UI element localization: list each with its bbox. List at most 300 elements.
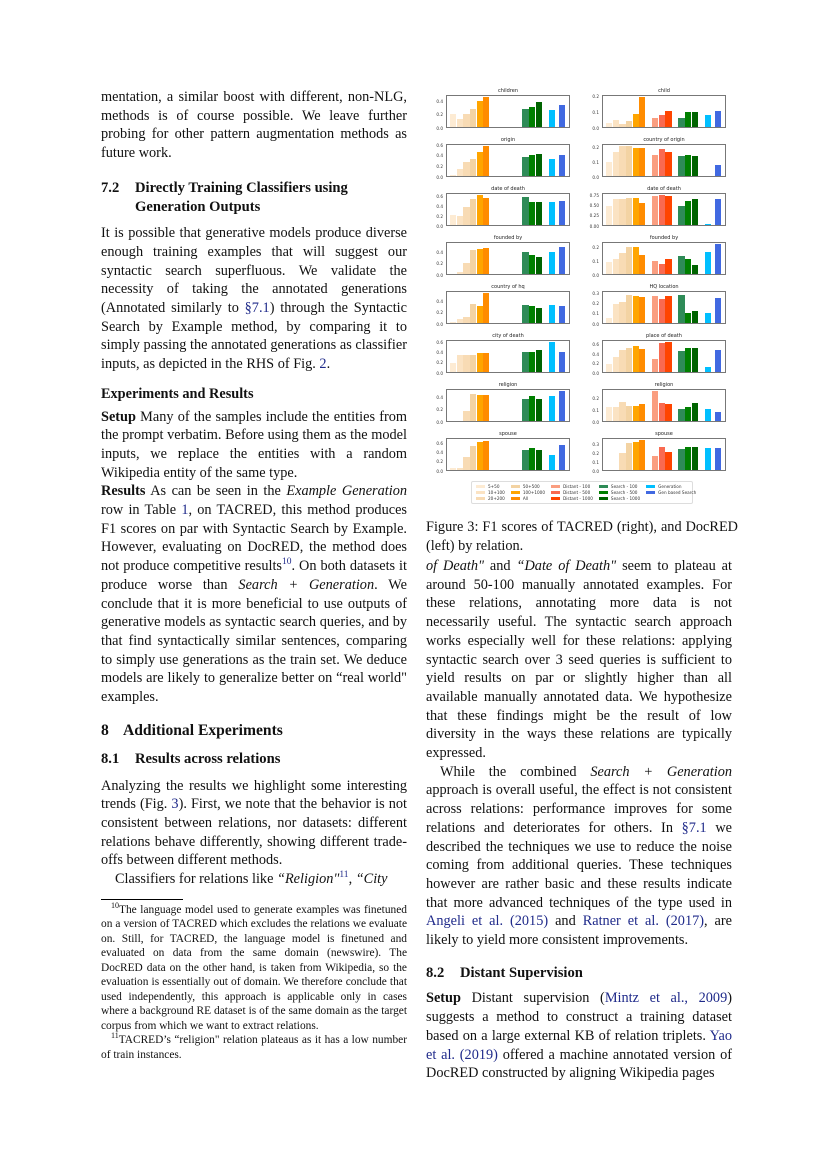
bar-distant-1000 — [665, 196, 671, 225]
y-tick-label: 0.0 — [592, 174, 599, 180]
bar-gen-based-search — [559, 105, 565, 127]
y-tick-label: 0.0 — [436, 419, 443, 425]
bar-generation — [549, 342, 555, 372]
y-tick-label: 0.2 — [436, 213, 443, 219]
bar-gen-based-search — [715, 199, 721, 225]
legend-label: Gen based Search — [658, 490, 697, 495]
y-tick-label: 0.2 — [436, 360, 443, 366]
table-link[interactable]: 1 — [181, 502, 189, 519]
bar-5-50 — [606, 262, 612, 274]
footnote-text: The language model used to generate examples was finetuned on a version of TACRED which excludes the relations we evaluate on. Still, for TACRED, the language model is finetuned and evaluated on data from the same domain (newswire). The DocRED data on the other hand, is taken from Wikipedia, so the evaluation is essentially out of domain. We therefore conclude that used independently, this approach is applicable only in cases where a background RE dataset is of the same domain as the target corpus from which we want to extract relations. — [101, 903, 407, 1032]
figure-3 — [426, 88, 738, 555]
bar-10-100 — [613, 304, 619, 323]
bar-generation — [549, 202, 555, 225]
bar-distant-1000 — [665, 152, 671, 176]
legend-label: 100+1000 — [522, 490, 546, 495]
bar-gen-based-search — [715, 165, 721, 176]
y-tick-label: 0.4 — [436, 99, 443, 105]
chart-panel — [582, 333, 730, 379]
bar-distant-500 — [659, 343, 665, 372]
y-tick-label: 0.6 — [436, 340, 443, 346]
text: of Death" — [426, 558, 484, 574]
bar-search-100 — [678, 118, 684, 127]
y-tick-label: 0.6 — [592, 342, 599, 348]
legend-swatch — [551, 485, 560, 488]
citation-link[interactable]: Yao et al. (2019) — [426, 1027, 732, 1063]
plot-area — [602, 291, 726, 324]
bar-50-500 — [470, 250, 476, 274]
bar-20-200 — [619, 402, 625, 421]
bar-20-200 — [463, 162, 469, 176]
bar-search-500 — [685, 201, 691, 225]
bar-20-200 — [463, 317, 469, 323]
legend-label: Search - 500 — [610, 490, 638, 495]
panel-title: founded by — [649, 235, 679, 241]
section-title: Results across relations — [135, 750, 281, 767]
distant-setup-paragraph — [426, 989, 732, 1083]
chart-panel — [426, 235, 574, 281]
bar-10-100 — [457, 169, 463, 177]
figure-link[interactable]: 2 — [319, 356, 327, 373]
y-tick-label: 0.6 — [436, 441, 443, 446]
bar-search-100 — [522, 305, 528, 323]
text: Many of the samples include the entities from the prompt verbatim. Before using them as the model inputs, we replace the entities with a random Wikipedia entity of the same type. — [101, 408, 407, 481]
y-tick-label: 0.2 — [592, 144, 599, 150]
y-tick-label: 0.1 — [592, 258, 599, 264]
text: It is possible that generative models produce diverse enough training examples that will suggest our syntactic search superfluous. We validate the necessity of taking the annotated generations (Annotated similarly to — [101, 225, 407, 317]
bar-search-100 — [678, 295, 684, 323]
y-tick-label: 0.2 — [436, 459, 443, 465]
bar-generation — [705, 313, 711, 323]
text: and — [548, 913, 583, 930]
chart-legend — [471, 481, 697, 504]
bar-100-1000 — [477, 249, 483, 274]
bar-all — [639, 203, 645, 225]
y-tick-label: 0.25 — [589, 213, 599, 219]
bar-search-1000 — [536, 308, 542, 323]
bar-50-500 — [626, 247, 632, 274]
bar-gen-based-search — [715, 111, 721, 127]
bar-all — [483, 198, 489, 225]
legend-label: Distant - 1000 — [563, 496, 593, 501]
setup-label: Setup — [426, 990, 461, 1007]
bar-5-50 — [606, 364, 612, 372]
text: “Religion" — [277, 871, 340, 888]
bar-10-100 — [613, 199, 619, 225]
legend-item — [599, 490, 640, 495]
legend-item — [599, 496, 640, 501]
bar-100-1000 — [633, 114, 639, 127]
right-column — [426, 557, 732, 1083]
setup-paragraph — [101, 408, 407, 483]
bar-search-500 — [685, 348, 691, 372]
bar-20-200 — [619, 350, 625, 372]
classifiers-paragraph — [101, 870, 407, 889]
legend-swatch — [551, 491, 560, 494]
bar-distant-500 — [659, 195, 665, 225]
y-tick-label: 0.0 — [592, 419, 599, 425]
legend-swatch — [511, 491, 520, 494]
y-tick-label: 0.4 — [436, 450, 443, 456]
bar-distant-500 — [659, 299, 665, 323]
bar-20-200 — [619, 302, 625, 323]
bar-gen-based-search — [559, 201, 565, 225]
bar-search-1000 — [692, 348, 698, 372]
left-column — [101, 88, 407, 1062]
results-label: Results — [101, 483, 146, 500]
legend-swatch — [511, 497, 520, 500]
y-tick-label: 0.0 — [592, 321, 599, 327]
bar-5-50 — [450, 468, 456, 470]
legend-item — [511, 490, 545, 495]
plot-area — [602, 438, 726, 471]
experiments-heading: Experiments and Results — [101, 385, 254, 402]
panel-title: religion — [498, 382, 518, 388]
chart-panel — [426, 88, 574, 134]
section-title: Additional Experiments — [123, 721, 283, 739]
bar-all — [639, 440, 645, 470]
figure-caption: Figure 3: F1 scores of TACRED (right), and DocRED (left) by relation. — [426, 519, 738, 554]
bar-search-1000 — [536, 257, 542, 274]
bar-distant-500 — [659, 264, 665, 274]
bar-50-500 — [626, 348, 632, 372]
footnote-10 — [101, 900, 407, 1034]
text: Classifiers for relations like — [115, 871, 277, 888]
text: ) suggests a method to construct a training dataset based on a large external KB of relation triplets. — [426, 990, 732, 1044]
bar-50-500 — [470, 109, 476, 127]
bar-5-50 — [450, 175, 456, 176]
text: “Date of Death" — [516, 558, 617, 574]
text: Search + Generation — [238, 576, 375, 593]
bar-5-50 — [606, 162, 612, 176]
bar-distant-100 — [652, 359, 658, 372]
bar-gen-based-search — [715, 244, 721, 274]
plot-area — [446, 438, 570, 471]
bar-gen-based-search — [715, 448, 721, 470]
bar-search-1000 — [536, 350, 542, 372]
bar-100-1000 — [633, 247, 639, 274]
legend-item — [646, 484, 696, 489]
legend-swatch — [476, 497, 485, 500]
y-tick-label: 0.0 — [436, 468, 443, 474]
bar-search-500 — [685, 407, 691, 421]
section-7-2-heading — [101, 179, 407, 216]
legend-swatch — [646, 485, 655, 488]
bar-gen-based-search — [715, 350, 721, 372]
plot-area — [446, 144, 570, 177]
legend-item — [551, 484, 593, 489]
bar-distant-100 — [652, 261, 658, 274]
bar-10-100 — [613, 259, 619, 275]
bar-5-50 — [450, 114, 456, 127]
bar-search-1000 — [536, 399, 542, 421]
panel-title: country of origin — [643, 137, 685, 143]
bar-search-500 — [529, 352, 535, 372]
bar-search-1000 — [692, 156, 698, 176]
panel-title: place of death — [646, 333, 682, 339]
panel-title: date of death — [491, 186, 525, 192]
text: ) through the Syntactic Search by Example method, by comparing it to simply passing the annotated generations as classifier inputs, as depicted in the RHS of Fig. — [101, 300, 407, 373]
bar-100-1000 — [477, 395, 483, 421]
chart-panel — [582, 235, 730, 281]
section-title: Distant Supervision — [460, 964, 583, 981]
text: we described the techniques we use to reduce the noise coming from additional queries. These techniques however are rather basic and these results indicate that more advanced techniques of the type used in — [426, 819, 733, 911]
bar-generation — [705, 252, 711, 274]
section-link[interactable]: §7.1 — [681, 819, 707, 836]
bar-20-200 — [619, 253, 625, 274]
y-tick-label: 0.2 — [592, 361, 599, 367]
y-tick-label: 0.1 — [592, 459, 599, 465]
bar-distant-500 — [659, 403, 665, 421]
bar-search-1000 — [692, 311, 698, 323]
y-tick-label: 0.0 — [436, 125, 443, 131]
legend-swatch — [551, 497, 560, 500]
y-tick-label: 0.4 — [436, 350, 443, 356]
bar-all — [639, 97, 645, 127]
plot-area — [446, 389, 570, 422]
bar-gen-based-search — [715, 412, 721, 421]
bar-10-100 — [457, 272, 463, 274]
footnote-divider — [101, 899, 183, 900]
bar-search-500 — [529, 448, 535, 470]
panel-title: children — [497, 88, 519, 94]
bar-all — [639, 297, 645, 323]
y-tick-label: 0.4 — [436, 298, 443, 304]
text: . We conclude that it is more beneficial to use outputs of generative models as syntactic search queries, and by that find syntactically similar sentences, comparing to simply use generations as the train set. We deduce models are likely to generalize better on “real world" examples. — [101, 576, 407, 706]
text: Analyzing the results we highlight some interesting trends (Fig. — [101, 777, 407, 813]
bar-50-500 — [626, 121, 632, 127]
y-tick-label: 0.4 — [436, 204, 443, 210]
panel-title: date of death — [647, 186, 681, 192]
bar-search-500 — [529, 255, 535, 274]
plot-area — [602, 242, 726, 275]
legend-item — [599, 484, 640, 489]
section-number: 7.2 — [101, 179, 120, 196]
plot-area — [602, 193, 726, 226]
bar-distant-1000 — [665, 342, 671, 372]
y-tick-label: 0.4 — [436, 395, 443, 401]
bar-50-500 — [626, 198, 632, 225]
bar-all — [483, 248, 489, 274]
section-link[interactable]: §7.1 — [244, 300, 270, 317]
legend-swatch — [599, 485, 608, 488]
text: , — [348, 871, 356, 888]
y-tick-label: 0.0 — [436, 321, 443, 327]
bar-search-100 — [522, 157, 528, 177]
bar-10-100 — [457, 355, 463, 372]
bar-100-1000 — [633, 406, 639, 422]
y-tick-label: 0.2 — [436, 310, 443, 316]
text: , are likely to yield more consistent improvements. — [426, 913, 732, 949]
bar-20-200 — [463, 207, 469, 225]
y-tick-label: 0.0 — [592, 370, 599, 376]
bar-100-1000 — [633, 148, 639, 176]
legend-label: Generation — [658, 484, 682, 489]
panel-title: origin — [500, 137, 516, 143]
bar-50-500 — [470, 355, 476, 372]
bar-search-500 — [529, 155, 535, 176]
footnote-11 — [101, 1033, 407, 1062]
bar-5-50 — [606, 318, 612, 323]
bar-50-500 — [470, 159, 476, 176]
y-tick-label: 0.1 — [592, 109, 599, 115]
footnotes — [101, 899, 407, 1063]
bar-distant-500 — [659, 447, 665, 470]
bar-search-500 — [529, 396, 535, 421]
footnote-text: TACRED’s “religion" relation plateaus as it has a low number of train instances. — [101, 1034, 407, 1061]
figure-link[interactable]: 3 — [171, 796, 179, 813]
y-tick-label: 0.0 — [436, 174, 443, 180]
legend-item — [646, 490, 696, 495]
plot-area — [602, 389, 726, 422]
legend-item — [476, 496, 505, 501]
y-tick-label: 0.00 — [589, 223, 599, 229]
bar-20-200 — [619, 453, 625, 470]
y-tick-label: 0.2 — [592, 300, 599, 306]
text: . On both datasets it produce worse than — [101, 558, 408, 593]
y-tick-label: 0.3 — [592, 441, 599, 447]
legend-item — [476, 484, 505, 489]
bar-20-200 — [463, 457, 469, 470]
legend-label: 50+500 — [522, 484, 540, 489]
text: “City — [355, 871, 388, 888]
chart-panel — [582, 88, 730, 134]
legend-label: 10+100 — [488, 490, 505, 495]
bar-10-100 — [457, 468, 463, 470]
plot-area — [446, 242, 570, 275]
y-tick-label: 0.0 — [436, 370, 443, 376]
bar-search-500 — [685, 155, 691, 176]
legend-label: 20+200 — [488, 496, 505, 501]
section-number: 8.1 — [101, 750, 120, 767]
text: Example Generation — [286, 483, 407, 500]
text: offered a machine annotated version of DocRED constructed by aligning Wikipedia pages — [426, 1046, 732, 1082]
footnote-mark: 10 — [111, 900, 119, 910]
bar-10-100 — [457, 216, 463, 225]
bar-50-500 — [470, 446, 476, 470]
bar-search-1000 — [692, 265, 698, 274]
bar-10-100 — [613, 120, 619, 127]
y-tick-label: 0.0 — [592, 272, 599, 278]
citation-link[interactable]: Mintz et al., 2009 — [604, 990, 728, 1007]
bar-5-50 — [450, 363, 456, 372]
section-number: 8.2 — [426, 964, 445, 981]
bar-all — [639, 148, 645, 176]
bar-search-100 — [678, 156, 684, 176]
text: ). First, we note that the behavior is not consistent between relations, nor datasets: different relations behave differently, showing different trade-offs between different methods. — [101, 796, 407, 869]
panel-title: child — [658, 88, 670, 94]
bar-generation — [549, 305, 555, 323]
section-8-1-heading — [101, 750, 407, 769]
section-8-1-paragraph — [101, 777, 407, 871]
bar-search-100 — [522, 197, 528, 225]
bar-search-100 — [678, 351, 684, 372]
citation-link[interactable]: Ratner et al. (2017) — [582, 913, 704, 930]
y-tick-label: 0.2 — [592, 245, 599, 250]
section-8-2-heading — [426, 964, 732, 983]
y-tick-label: 0.6 — [436, 194, 443, 200]
bar-generation — [705, 409, 711, 421]
bar-100-1000 — [477, 101, 483, 127]
bar-search-100 — [522, 252, 528, 274]
bar-all — [639, 404, 645, 421]
bar-5-50 — [450, 215, 456, 225]
bar-5-50 — [606, 206, 612, 225]
y-tick-label: 0.2 — [592, 450, 599, 456]
bar-all — [483, 441, 489, 470]
bar-distant-100 — [652, 456, 658, 470]
intro-paragraph: mentation, a similar boost with different, non-NLG, methods is of course possible. We leave further probing for other pattern augmentation methods as future work. — [101, 89, 407, 162]
footnote-mark: 11 — [111, 1031, 119, 1041]
bar-generation — [549, 396, 555, 421]
bar-distant-100 — [652, 118, 658, 127]
legend-swatch — [599, 497, 608, 500]
bar-distant-500 — [659, 115, 665, 127]
y-tick-label: 0.6 — [436, 142, 443, 148]
bar-generation — [549, 252, 555, 274]
setup-label: Setup — [101, 408, 136, 425]
bar-100-1000 — [633, 346, 639, 372]
bar-search-500 — [529, 202, 535, 225]
y-tick-label: 0.2 — [436, 112, 443, 118]
bar-generation — [705, 115, 711, 127]
panel-title: country of hq — [491, 284, 525, 290]
bar-distant-100 — [652, 391, 658, 421]
bar-100-1000 — [477, 353, 483, 372]
chart-grid — [426, 88, 738, 477]
text: As can be seen in the — [145, 483, 287, 500]
bar-generation — [705, 367, 711, 372]
legend-item — [551, 496, 593, 501]
bar-search-100 — [522, 399, 528, 421]
bar-5-50 — [606, 407, 612, 421]
bar-100-1000 — [477, 195, 483, 225]
bar-20-200 — [463, 411, 469, 421]
footnote-ref-11[interactable]: 11 — [339, 870, 349, 881]
chart-panel — [582, 382, 730, 428]
footnote-ref-10[interactable]: 10 — [282, 557, 292, 568]
chart-panel — [426, 382, 574, 428]
search-generation-paragraph — [426, 763, 732, 950]
bar-search-500 — [529, 306, 535, 323]
text: Distant supervision ( — [460, 990, 605, 1007]
bar-50-500 — [470, 304, 476, 323]
legend-label: Distant - 100 — [563, 484, 591, 489]
bar-search-500 — [685, 313, 691, 323]
bar-100-1000 — [477, 442, 483, 470]
legend-empty — [646, 496, 696, 501]
bar-gen-based-search — [559, 306, 565, 323]
bar-gen-based-search — [559, 445, 565, 470]
bar-search-100 — [522, 352, 528, 372]
y-tick-label: 0.2 — [436, 407, 443, 413]
bar-search-1000 — [536, 202, 542, 225]
plateau-paragraph — [426, 557, 732, 763]
plot-area — [446, 291, 570, 324]
bar-gen-based-search — [715, 298, 721, 323]
bar-distant-1000 — [665, 259, 671, 275]
bar-distant-100 — [652, 296, 658, 323]
bar-100-1000 — [477, 306, 483, 323]
bar-all — [483, 353, 489, 372]
bar-search-500 — [685, 447, 691, 470]
bar-50-500 — [626, 406, 632, 422]
legend-label: Distant - 500 — [563, 490, 591, 495]
legend-label: Search - 1000 — [610, 496, 641, 501]
bar-50-500 — [626, 295, 632, 323]
citation-link[interactable]: Angeli et al. (2015) — [426, 913, 549, 930]
bar-search-500 — [685, 112, 691, 127]
